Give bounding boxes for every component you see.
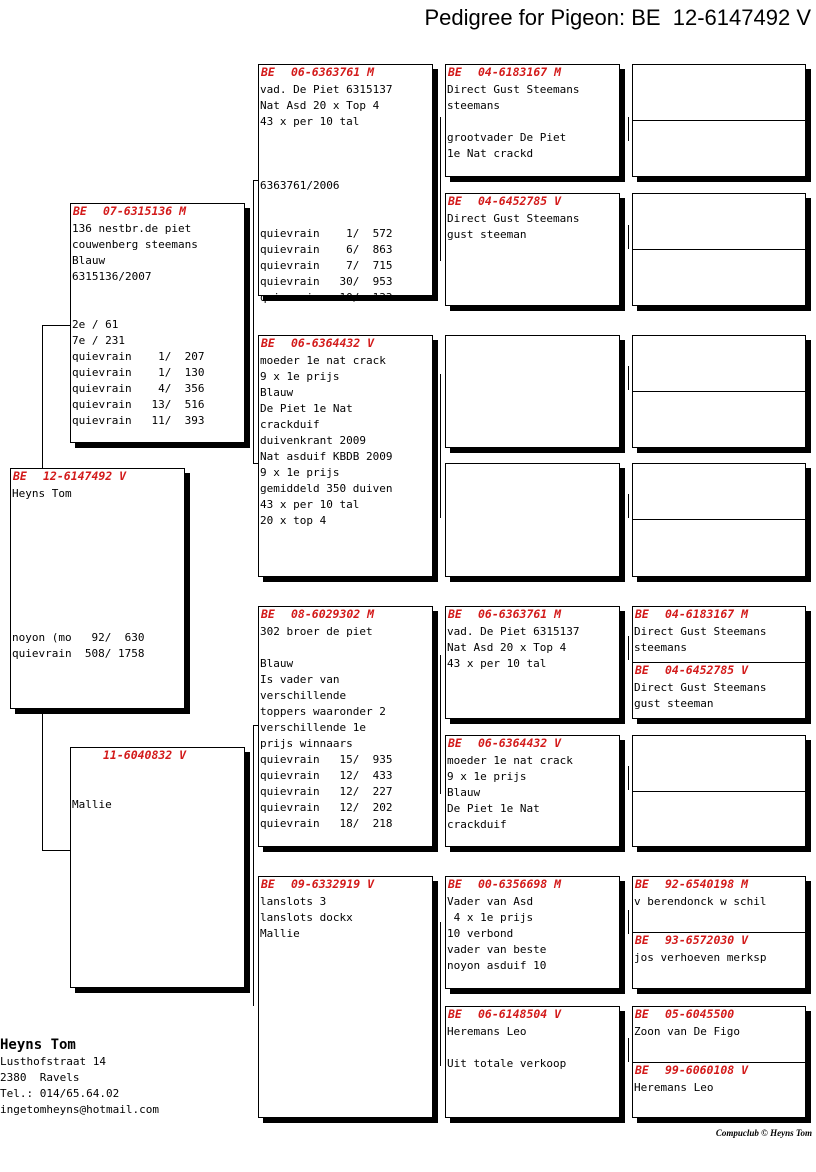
pigeon-card-father[interactable] [70, 203, 245, 443]
ring-number: 00-6356698 M [478, 877, 562, 891]
pigeon-card-gen4-mm-empty[interactable] [632, 463, 806, 577]
connector-line [42, 850, 70, 851]
connector-line [42, 325, 70, 326]
connector-line [440, 922, 441, 1066]
pigeon-notes: Heyns Tom noyon (mo 92/ 630 quievrain 508/ 1758 [12, 487, 145, 660]
country-code: BE [448, 877, 462, 891]
ring-number: 08-6029302 M [291, 607, 375, 621]
ring-number: 04-6183167 M [478, 65, 562, 79]
country-code: BE [73, 204, 87, 218]
ring-number: 06-6364432 V [291, 336, 375, 350]
ring-number: 93-6572030 V [665, 933, 749, 947]
ring-number: 04-6452785 V [665, 663, 749, 677]
connector-line [628, 117, 629, 141]
connector-line [440, 117, 441, 261]
ring-number: 12-6147492 V [43, 469, 127, 483]
ring-number: 06-6363761 M [478, 607, 562, 621]
country-code: BE [635, 877, 649, 891]
pigeon-card-father-father[interactable] [258, 64, 433, 304]
ring-number: 09-6332919 V [291, 877, 375, 891]
ring-number: 11-6040832 V [103, 748, 187, 762]
ring-number: 06-6148504 V [478, 1007, 562, 1021]
ring-number: 04-6452785 V [478, 194, 562, 208]
pigeon-card-gen4-mmm[interactable] [632, 1006, 806, 1118]
pigeon-notes: vad. De Piet 6315137 Nat Asd 20 x Top 4 43 x per 10 tal [447, 625, 580, 670]
ring-number: 06-6364432 V [478, 736, 562, 750]
pigeon-notes: 136 nestbr.de piet couwenberg steemans Blauw 6315136/2007 2e / 61 7e / 231 quievrain 1/ 207 quievrain 1/ 130 quievrain 4/ 356 quievrain 13/ 516 quievrain 11/ 393 [72, 222, 205, 427]
pigeon-notes: Direct Gust Steemans gust steeman [634, 681, 767, 710]
country-code: BE [635, 663, 649, 677]
connector-line [628, 1038, 629, 1062]
pigeon-notes: jos verhoeven merksp [634, 951, 767, 964]
connector-line [253, 725, 254, 1005]
connector-line [628, 766, 629, 790]
ring-number: 06-6363761 M [291, 65, 375, 79]
pigeon-card-gen4-fm-empty[interactable] [632, 193, 806, 306]
pigeon-notes: Direct Gust Steemans steemans [634, 625, 767, 654]
connector-line [253, 180, 254, 463]
country-code: BE [448, 736, 462, 750]
country-code: BE [635, 1063, 649, 1077]
connector-line [440, 374, 441, 518]
pigeon-notes: Mallie [72, 798, 112, 811]
connector-line [42, 709, 43, 850]
connector-line [628, 366, 629, 390]
country-code: BE [448, 607, 462, 621]
pigeon-notes: Heremans Leo [634, 1081, 714, 1094]
connector-line [628, 636, 629, 660]
pigeon-notes: 302 broer de piet Blauw Is vader van verschillende toppers waaronder 2 verschillende 1e prijs winnaars quievrain 15/ 935 quievrain 12/ 433 quievrain 12/ 227 quievrain 12/ 202 quievrain 18/ 218 [260, 625, 393, 830]
country-code: BE [448, 1007, 462, 1021]
pigeon-card-mmf[interactable] [445, 876, 620, 989]
pigeon-notes: lanslots 3 lanslots dockx Mallie [260, 895, 353, 940]
pigeon-card-mfm[interactable] [445, 735, 620, 847]
country-code: BE [13, 469, 27, 483]
pigeon-card-gen4-mmf[interactable] [632, 876, 806, 989]
pigeon-notes: Vader van Asd 4 x 1e prijs 10 verbond vader van beste noyon asduif 10 [447, 895, 547, 972]
pigeon-card-gen4-mff[interactable] [632, 606, 806, 719]
pigeon-card-gen4-ff-empty[interactable] [632, 64, 806, 177]
pigeon-card-gen4-mf-empty[interactable] [632, 335, 806, 448]
pigeon-notes: Zoon van De Figo [634, 1025, 740, 1038]
country-code: BE [261, 65, 275, 79]
footer-credit: Compuclub © Heyns Tom [715, 1128, 812, 1138]
connector-line [42, 325, 43, 468]
pigeon-card-mother-father[interactable] [258, 606, 433, 847]
country-code: BE [261, 607, 275, 621]
pigeon-card-mmm[interactable] [445, 1006, 620, 1118]
country-code: BE [261, 877, 275, 891]
owner-info [0, 1036, 159, 1118]
connector-line [253, 1005, 254, 1006]
pigeon-card-fmf-empty[interactable] [445, 335, 620, 448]
pigeon-notes: v berendonck w schil [634, 895, 767, 908]
country-code: BE [261, 336, 275, 350]
pigeon-notes: moeder 1e nat crack 9 x 1e prijs Blauw De Piet 1e Nat crackduif duivenkrant 2009 Nat asduif KBDB 2009 9 x 1e prijs gemiddeld 350 duiven 43 x per 10 tal 20 x top 4 [260, 354, 393, 527]
pigeon-notes: Direct Gust Steemans gust steeman [447, 212, 580, 241]
pigeon-card-mother-mother[interactable] [258, 876, 433, 1118]
pigeon-card-fmm-empty[interactable] [445, 463, 620, 577]
ring-number: 92-6540198 M [665, 877, 749, 891]
country-code: BE [448, 194, 462, 208]
page-title: Pedigree for Pigeon: BE 12-6147492 V [424, 5, 811, 30]
country-code: BE [448, 65, 462, 79]
ring-number: 07-6315136 M [103, 204, 187, 218]
ring-number: 04-6183167 M [665, 607, 749, 621]
country-code: BE [635, 607, 649, 621]
connector-line [628, 494, 629, 518]
country-code [73, 748, 103, 762]
pigeon-notes: moeder 1e nat crack 9 x 1e prijs Blauw De Piet 1e Nat crackduif [447, 754, 573, 831]
country-code: BE [635, 933, 649, 947]
pigeon-card-gen4-mfm-empty[interactable] [632, 735, 806, 847]
country-code: BE [635, 1007, 649, 1021]
pigeon-notes: Direct Gust Steemans steemans grootvader De Piet 1e Nat crackd [447, 83, 580, 160]
pigeon-notes: Heremans Leo Uit totale verkoop [447, 1025, 567, 1070]
pigeon-card-father-mother[interactable] [258, 335, 433, 577]
connector-line [628, 225, 629, 249]
ring-number: 99-6060108 V [665, 1063, 749, 1077]
ring-number: 05-6045500 [665, 1007, 735, 1021]
owner-name: Heyns Tom [0, 1037, 76, 1053]
pigeon-card-mff[interactable] [445, 606, 620, 719]
pigeon-card-subject[interactable] [10, 468, 185, 709]
pigeon-card-ffm[interactable] [445, 193, 620, 306]
pigeon-card-fff[interactable] [445, 64, 620, 177]
pigeon-card-mother[interactable] [70, 747, 245, 988]
owner-address: Lusthofstraat 14 2380 Ravels Tel.: 014/65.64.02 ingetomheyns@hotmail.com [0, 1055, 159, 1116]
connector-line [628, 910, 629, 934]
connector-line [440, 655, 441, 794]
pigeon-notes: vad. De Piet 6315137 Nat Asd 20 x Top 4 43 x per 10 tal 6363761/2006 quievrain 1/ 572 quievrain 6/ 863 quievrain 7/ 715 quievrain 30/ 953 quievrain 10/ 133 [260, 83, 393, 304]
